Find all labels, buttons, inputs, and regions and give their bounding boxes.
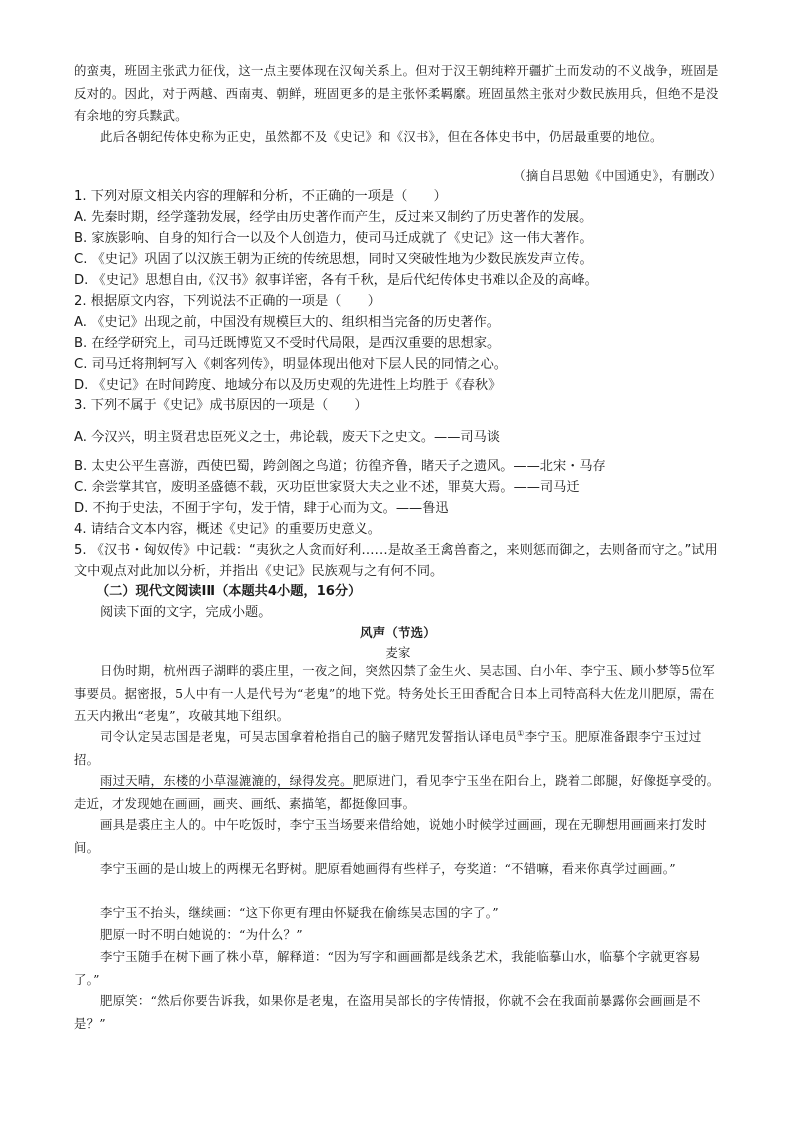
question-4: 4. 请结合文本内容，概述《史记》的重要历史意义。 [74,522,381,537]
question-1 [74,186,722,291]
story-paragraph: 日伪时期，杭州西子湖畔的裘庄里，一夜之间，突然囚禁了金生火、吴志国、白小年、李宁玉、顾小梦等5位军事要员。据密报，5人中有一人是代号为“老鬼”的地下党。特务处长王田香配合日本上司特高科大佐龙川肥原，需在五天内揪出“老鬼”，攻破其地下组织。 [74,663,715,723]
story-author: 麦家 [385,645,411,660]
question-3-options [74,456,722,582]
option-d[interactable]: D. 《史记》在时间跨度、地域分布以及历史观的先进性上均胜于《春秋》 [74,378,502,393]
passage-paragraph: 此后各朝纪传体史称为正史，虽然都不及《史记》和《汉书》，但在各体史书中，仍居最重要的地位。 [100,129,663,144]
story-paragraph [74,770,722,815]
question-3-stem: 3. 下列不属于《史记》成书原因的一项是（ ） [74,398,368,413]
question-5: 5. 《汉书・匈奴传》中记载：“夷狄之人贪而好利……是故圣王禽兽畜之，来则惩而御之，去则备而守之。”试用文中观点对此加以分析，并指出《史记》民族观与之有何不同。 [74,543,718,579]
option-b[interactable]: B. 家族影响、自身的知行合一以及个人创造力，使司马迁成就了《史记》这一伟大著作。 [74,231,593,246]
source-citation: （摘自吕思勉《中国通史》，有删改） [513,168,722,183]
story-paragraph: 画具是裘庄主人的。中午吃饭时，李宁玉当场要来借给她，说她小时候学过画画，现在无聊想用画画来打发时间。 [74,817,707,855]
footnote-marker: ① [517,728,525,738]
section-instruction: 阅读下面的文字，完成小题。 [100,605,272,620]
paragraph-text: 李宁玉。肥原准备跟李宁玉过过招。 [74,729,702,767]
question-stem: 1. 下列对原文相关内容的理解和分析，不正确的一项是（ ） [74,189,447,204]
option-d[interactable]: D. 不拘于史法，不囿于字句，发于情，肆于心而为文。——鲁迅 [74,501,449,516]
option-a[interactable]: A. 先秦时期，经学蓬勃发展，经学由历史著作而产生，反过来又制约了历史著作的发展。 [74,210,593,225]
story-paragraph: 肥原笑：“然后你要告诉我，如果你是老鬼，在盗用吴部长的字传情报，你就不会在我面前暴露你会画画是不是？” [74,993,701,1031]
story-paragraph: 肥原一时不明白她说的：“为什么？” [100,927,303,942]
option-a[interactable]: A. 《史记》出现之前，中国没有规模巨大的、组织相当完备的历史著作。 [74,315,500,330]
story-title: 风声（节选） [360,625,436,640]
question-2 [74,291,722,396]
paragraph-text: 司令认定吴志国是老鬼，可吴志国拿着枪指自己的脑子赌咒发誓指认译电员 [100,729,518,744]
story-paragraph: 李宁玉不抬头，继续画：“这下你更有理由怀疑我在偷练吴志国的字了。” [100,905,499,920]
story-paragraph [74,726,722,771]
option-d[interactable]: D. 《史记》思想自由,《汉书》叙事详密，各有千秋，是后代纪传体史书难以企及的高峰。 [74,273,598,288]
section-heading: （二）现代文阅读ⅠⅡ（本题共4小题，16分） [96,584,362,599]
option-b[interactable]: B. 太史公平生喜游，西使巴蜀，跨剑阁之鸟道；彷徨齐鲁，睹天子之遗风。——北宋・马存 [74,459,606,474]
story-paragraph: 李宁玉随手在树下画了株小草，解释道：“因为写字和画画都是线条艺术，我能临摹山水，临摹个字就更容易了。” [74,949,701,987]
question-stem: 2. 根据原文内容，下列说法不正确的一项是（ ） [74,294,381,309]
option-a[interactable]: A. 今汉兴，明主贤君忠臣死义之士，弗论载，废天下之史文。——司马谈 [74,430,500,445]
story-paragraph: 李宁玉画的是山坡上的两棵无名野树。肥原看她画得有些样子，夸奖道：“不错嘛，看来你真学过画画。” [100,861,676,876]
option-b[interactable]: B. 在经学研究上，司马迁既博览又不受时代局限，是西汉重要的思想家。 [74,336,501,351]
option-c[interactable]: C. 司马迁将荆轲写入《刺客列传》，明显体现出他对下层人民的同情之心。 [74,357,507,372]
paragraph-text: 肥原进门，看见李宁玉坐在阳台上，跷着二郎腿，好像挺享受的。走近，才发现她在画画，画夹、画纸、素描笔，都挺像回事。 [74,773,720,811]
underlined-sentence: 雨过天晴，东楼的小草湿漉漉的，绿得发亮。 [100,773,353,788]
option-c[interactable]: C. 《史记》巩固了以汉族王朝为正统的传统思想，同时又突破性地为少数民族发声立传。 [74,252,593,267]
passage-paragraph: 的蛮夷，班固主张武力征伐，这一点主要体现在汉匈关系上。但对于汉王朝纯粹开疆扩土而发动的不义战争，班固是反对的。因此，对于两越、西南夷、朝鲜，班固更多的是主张怀柔羁縻。班固虽然主张对少数民族用兵，但绝不是没有余地的穷兵黩武。 [74,63,719,123]
option-c[interactable]: C. 余尝掌其官，废明圣盛德不载，灭功臣世家贤大夫之业不述，罪莫大焉。——司马迁 [74,480,580,495]
